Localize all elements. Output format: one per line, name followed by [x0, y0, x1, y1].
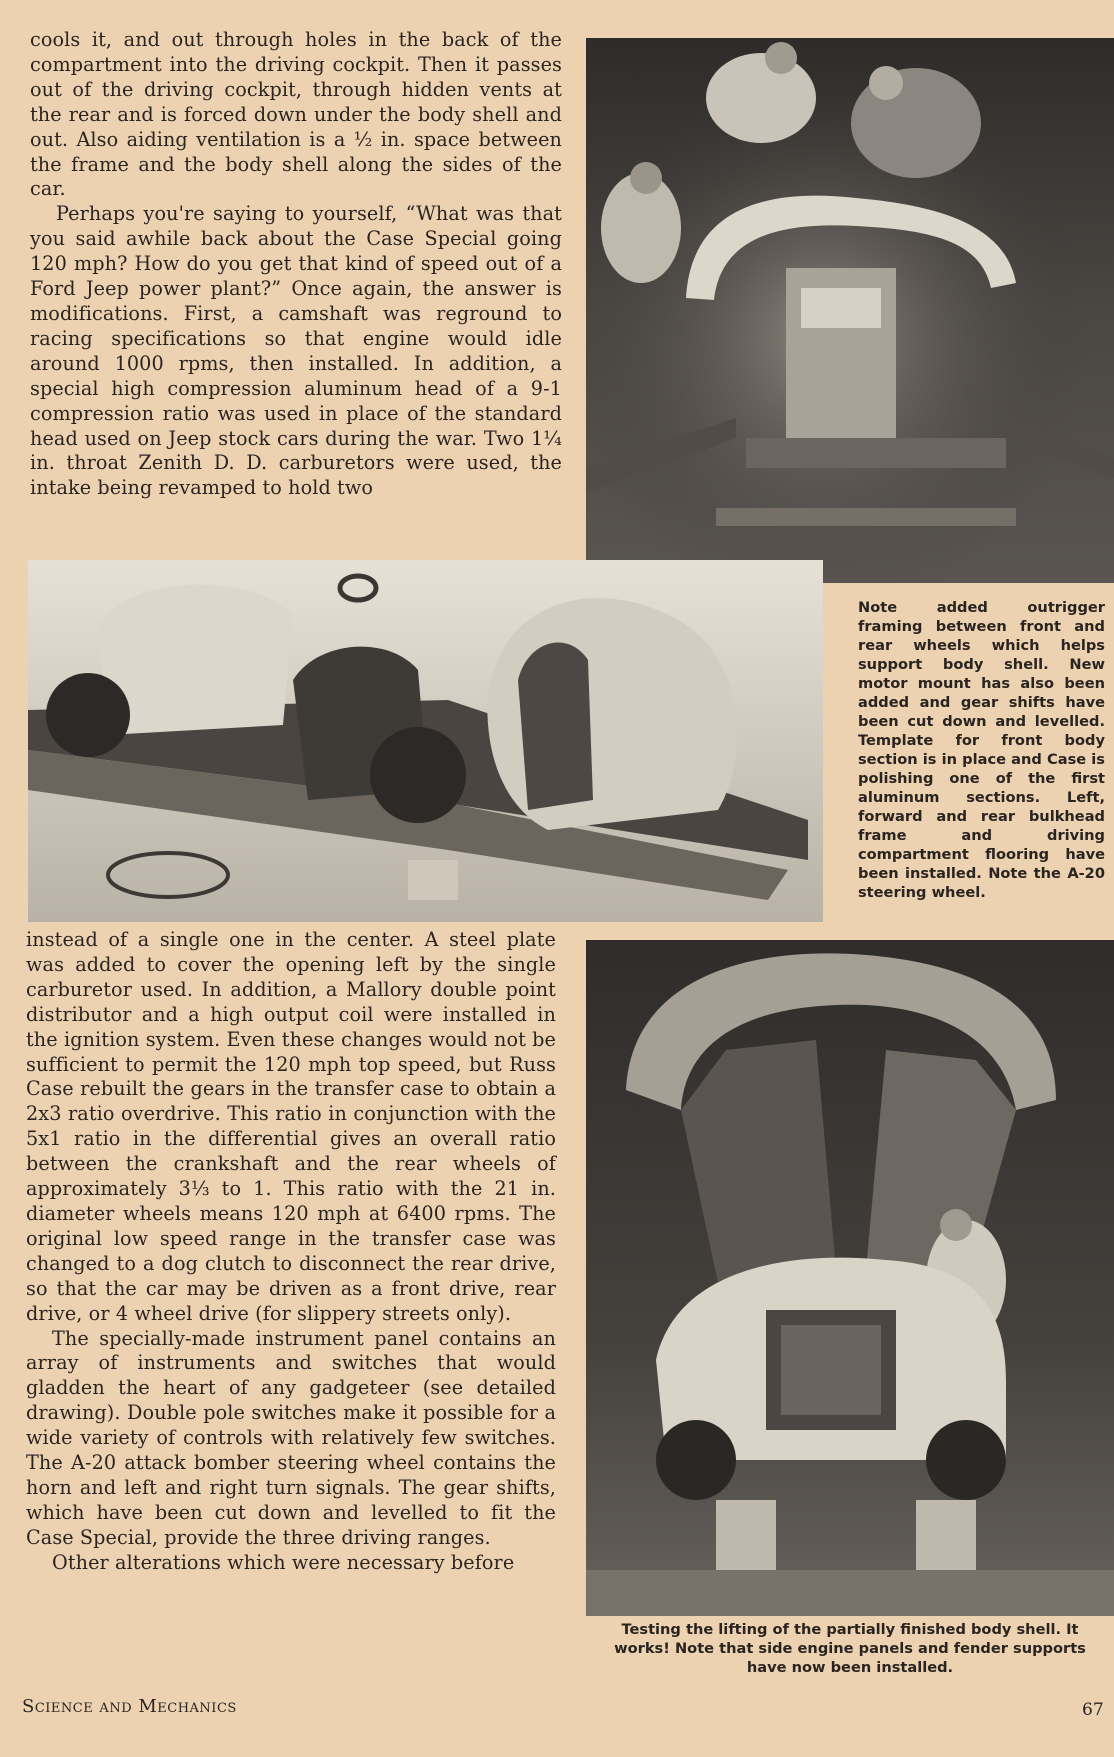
- body-shell-photo-caption: Testing the lifting of the partially finished body shell. It works! Note that side engine panels and fender supports have now been installed.: [614, 1621, 1086, 1676]
- paragraph: instead of a single one in the center. A steel plate was added to cover the opening left by the single carburetor used. In addition, a Mallory double point distributor and a high output coil were installed in the ignition system. Even these changes would not be sufficient to permit the 120 mph top speed, but Russ Case rebuilt the gears in the transfer case to obtain a 2x3 ratio overdrive. This ratio in conjunction with the 5x1 ratio in the differential gives an overall ratio between the crankshaft and the rear wheels of approximately 3⅓ to 1. This ratio with the 21 in. diameter wheels means 120 mph at 6400 rpms. The original low speed range in the transfer case was changed to a dog clutch to disconnect the rear drive, so that the car may be driven as a front drive, rear drive, or 4 wheel drive (for slippery streets only).: [26, 928, 556, 1325]
- engine-workshop-photo: [586, 38, 1114, 583]
- article-column-top: [30, 28, 562, 501]
- paragraph: Perhaps you're saying to yourself, “What was that you said awhile back about the Case Special going 120 mph? How do you get that kind of speed out of a Ford Jeep power plant?” Once again, the answer is modifications. First, a camshaft was reground to racing specifications so that engine would idle around 1000 rpms, then installed. In addition, a special high compression aluminum head of a 9-1 compression ratio was used in place of the standard head used on Jeep stock cars during the war. Two 1¼ in. throat Zenith D. D. carburetors were used, the intake being revamped to hold two: [30, 202, 562, 500]
- page-number: 67: [1082, 1700, 1104, 1720]
- chassis-photo: [28, 560, 823, 922]
- chassis-photo-caption: Note added outrigger framing between front and rear wheels which helps support body shell. New motor mount has also been added and gear shifts have been cut down and levelled. Template for front body section is in place and Case is polishing one of the first aluminum sections. Left, forward and rear bulkhead frame and driving compartment flooring have been installed. Note the A-20 steering wheel.: [858, 599, 1105, 901]
- publication-name: Science and Mechanics: [22, 1696, 237, 1717]
- paragraph: The specially-made instrument panel contains an array of instruments and switches that would gladden the heart of any gadgeteer (see detailed drawing). Double pole switches make it possible for a wide variety of controls with relatively few switches. The A-20 attack bomber steering wheel contains the horn and left and right turn signals. The gear shifts, which have been cut down and levelled to fit the Case Special, provide the three driving ranges.: [26, 1326, 556, 1549]
- paragraph: cools it, and out through holes in the back of the compartment into the driving cockpit. Then it passes out of the driving cockpit, through hidden vents at the rear and is forced down under the body shell and out. Also aiding ventilation is a ½ in. space between the frame and the body shell along the sides of the car.: [30, 28, 562, 201]
- paragraph: Other alterations which were necessary before: [52, 1550, 515, 1574]
- article-column-bottom: [26, 928, 556, 1576]
- body-shell-lift-photo: [586, 940, 1114, 1616]
